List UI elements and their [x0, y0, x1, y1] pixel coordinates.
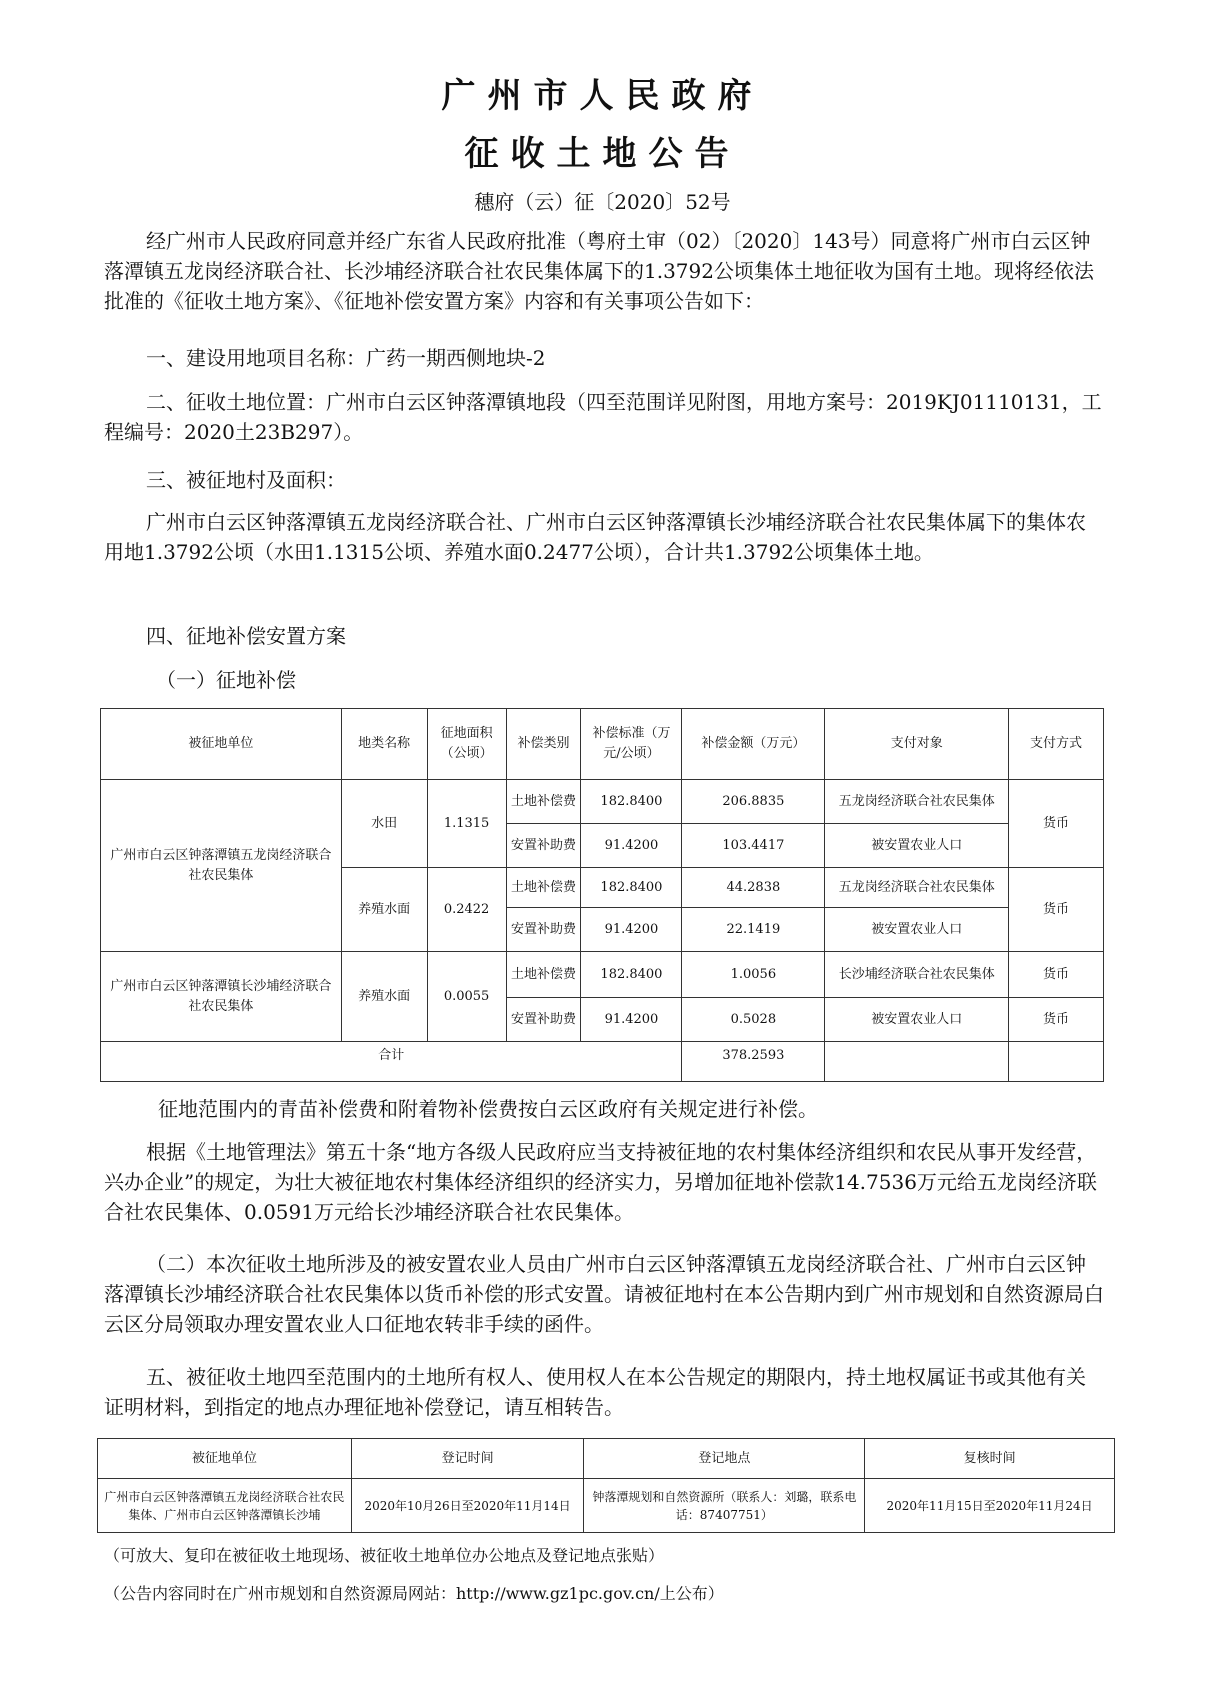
note-website: （公告内容同时在广州市规划和自然资源局网站：http://www.gz1pc.gov.cn/上公布） — [104, 1584, 724, 1603]
cell-reg-time: 2020年10月26日至2020年11月14日 — [351, 1479, 584, 1533]
cell-land-type: 养殖水面 — [341, 952, 427, 1042]
header-review-time: 复核时间 — [865, 1439, 1115, 1479]
cell-payee: 被安置农业人口 — [825, 824, 1009, 868]
cell-empty — [1009, 1042, 1104, 1082]
cell-standard: 182.8400 — [581, 952, 682, 998]
cell-comp-type: 土地补偿费 — [506, 780, 581, 824]
section-4-title: 四、征地补偿安置方案 — [146, 624, 346, 648]
header-land-type: 地类名称 — [341, 709, 427, 780]
header-unit: 被征地单位 — [98, 1439, 352, 1479]
law-paragraph: 根据《土地管理法》第五十条“地方各级人民政府应当支持被征地的农村集体经济组织和农民从事开发经营，兴办企业”的规定，为壮大被征地农村集体经济组织的经济实力，另增加征地补偿款14.7536万元给五龙岗经济联合社农民集体、0.0591万元给长沙埔经济联合社农民集体。 — [104, 1140, 1097, 1224]
cell-total-label: 合计 — [101, 1042, 682, 1082]
header-reg-time: 登记时间 — [351, 1439, 584, 1479]
cell-standard: 91.4200 — [581, 824, 682, 868]
header-pay-method: 支付方式 — [1009, 709, 1104, 780]
cell-reg-place: 钟落潭规划和自然资源所（联系人：刘璐，联系电话：87407751） — [584, 1479, 865, 1533]
cell-amount: 0.5028 — [682, 998, 825, 1042]
header-unit: 被征地单位 — [101, 709, 342, 780]
table-header-row — [98, 1439, 1115, 1479]
crops-paragraph: 征地范围内的青苗补偿费和附着物补偿费按白云区政府有关规定进行补偿。 — [158, 1097, 818, 1121]
header-standard: 补偿标准（万元/公顷） — [581, 709, 682, 780]
cell-land-type: 养殖水面 — [341, 868, 427, 952]
cell-comp-type: 土地补偿费 — [506, 868, 581, 908]
document-number: 穗府（云）征〔2020〕52号 — [474, 190, 731, 214]
section-1: 一、建设用地项目名称：广药一期西侧地块-2 — [146, 346, 546, 370]
table-header-row — [101, 709, 1104, 780]
section-3-title: 三、被征地村及面积： — [146, 468, 346, 492]
cell-pay-method: 货币 — [1009, 952, 1104, 998]
compensation-table — [100, 708, 1104, 1082]
cell-payee: 五龙岗经济联合社农民集体 — [825, 868, 1009, 908]
page-subtitle: 征收土地公告 — [464, 134, 741, 174]
cell-review-time: 2020年11月15日至2020年11月24日 — [865, 1479, 1115, 1533]
header-amount: 补偿金额（万元） — [682, 709, 825, 780]
page-title: 广州市人民政府 — [441, 76, 764, 116]
section-5: 五、被征收土地四至范围内的土地所有权人、使用权人在本公告规定的期限内，持土地权属证书或其他有关证明材料，到指定的地点办理征地补偿登记，请互相转告。 — [104, 1365, 1086, 1419]
cell-comp-type: 安置补助费 — [506, 998, 581, 1042]
resettlement-paragraph: （二）本次征收土地所涉及的被安置农业人员由广州市白云区钟落潭镇五龙岗经济联合社、广州市白云区钟落潭镇长沙埔经济联合社农民集体以货币补偿的形式安置。请被征地村在本公告期内到广州市规划和自然资源局白云区分局领取办理安置农业人口征地农转非手续的函件。 — [104, 1252, 1104, 1336]
cell-comp-type: 安置补助费 — [506, 908, 581, 952]
header-payee: 支付对象 — [825, 709, 1009, 780]
cell-payee: 五龙岗经济联合社农民集体 — [825, 780, 1009, 824]
registration-table — [97, 1438, 1115, 1533]
cell-payee: 被安置农业人口 — [825, 908, 1009, 952]
table-row — [98, 1479, 1115, 1533]
cell-amount: 206.8835 — [682, 780, 825, 824]
cell-empty — [825, 1042, 1009, 1082]
cell-pay-method: 货币 — [1009, 998, 1104, 1042]
note-posting: （可放大、复印在被征收土地现场、被征收土地单位办公地点及登记地点张贴） — [104, 1546, 665, 1565]
cell-pay-method: 货币 — [1009, 780, 1104, 868]
cell-unit: 广州市白云区钟落潭镇五龙岗经济联合社农民集体、广州市白云区钟落潭镇长沙埔 — [98, 1479, 352, 1533]
table-row — [101, 952, 1104, 998]
cell-unit-changshapu: 广州市白云区钟落潭镇长沙埔经济联合社农民集体 — [101, 952, 342, 1042]
cell-unit-wulonggang: 广州市白云区钟落潭镇五龙岗经济联合社农民集体 — [101, 780, 342, 952]
cell-area: 1.1315 — [427, 780, 506, 868]
cell-standard: 182.8400 — [581, 868, 682, 908]
cell-pay-method: 货币 — [1009, 868, 1104, 952]
table-row — [101, 780, 1104, 824]
cell-standard: 91.4200 — [581, 908, 682, 952]
cell-comp-type: 土地补偿费 — [506, 952, 581, 998]
intro-paragraph: 经广州市人民政府同意并经广东省人民政府批准（粤府土审（02）〔2020〕143号）同意将广州市白云区钟落潭镇五龙岗经济联合社、长沙埔经济联合社农民集体属下的1.3792公顷集体土地征收为国有土地。现将经依法批准的《征收土地方案》、《征地补偿安置方案》内容和有关事项公告如下： — [104, 229, 1094, 313]
subsection-1-title: （一）征地补偿 — [156, 668, 296, 692]
cell-amount: 103.4417 — [682, 824, 825, 868]
cell-area: 0.0055 — [427, 952, 506, 1042]
cell-payee: 长沙埔经济联合社农民集体 — [825, 952, 1009, 998]
header-reg-place: 登记地点 — [584, 1439, 865, 1479]
cell-amount: 1.0056 — [682, 952, 825, 998]
cell-comp-type: 安置补助费 — [506, 824, 581, 868]
cell-amount: 22.1419 — [682, 908, 825, 952]
cell-area: 0.2422 — [427, 868, 506, 952]
table-total-row — [101, 1042, 1104, 1082]
cell-standard: 182.8400 — [581, 780, 682, 824]
cell-payee: 被安置农业人口 — [825, 998, 1009, 1042]
cell-standard: 91.4200 — [581, 998, 682, 1042]
header-comp-type: 补偿类别 — [506, 709, 581, 780]
cell-amount: 44.2838 — [682, 868, 825, 908]
cell-total-amount: 378.2593 — [682, 1042, 825, 1082]
section-3-body: 广州市白云区钟落潭镇五龙岗经济联合社、广州市白云区钟落潭镇长沙埔经济联合社农民集体属下的集体农用地1.3792公顷（水田1.1315公顷、养殖水面0.2477公顷），合计共1.3792公顷集体土地。 — [104, 510, 1086, 564]
cell-land-type: 水田 — [341, 780, 427, 868]
section-2: 二、征收土地位置：广州市白云区钟落潭镇地段（四至范围详见附图，用地方案号：2019KJ01110131，工程编号：2020土23B297）。 — [104, 390, 1102, 444]
header-area: 征地面积（公顷） — [427, 709, 506, 780]
